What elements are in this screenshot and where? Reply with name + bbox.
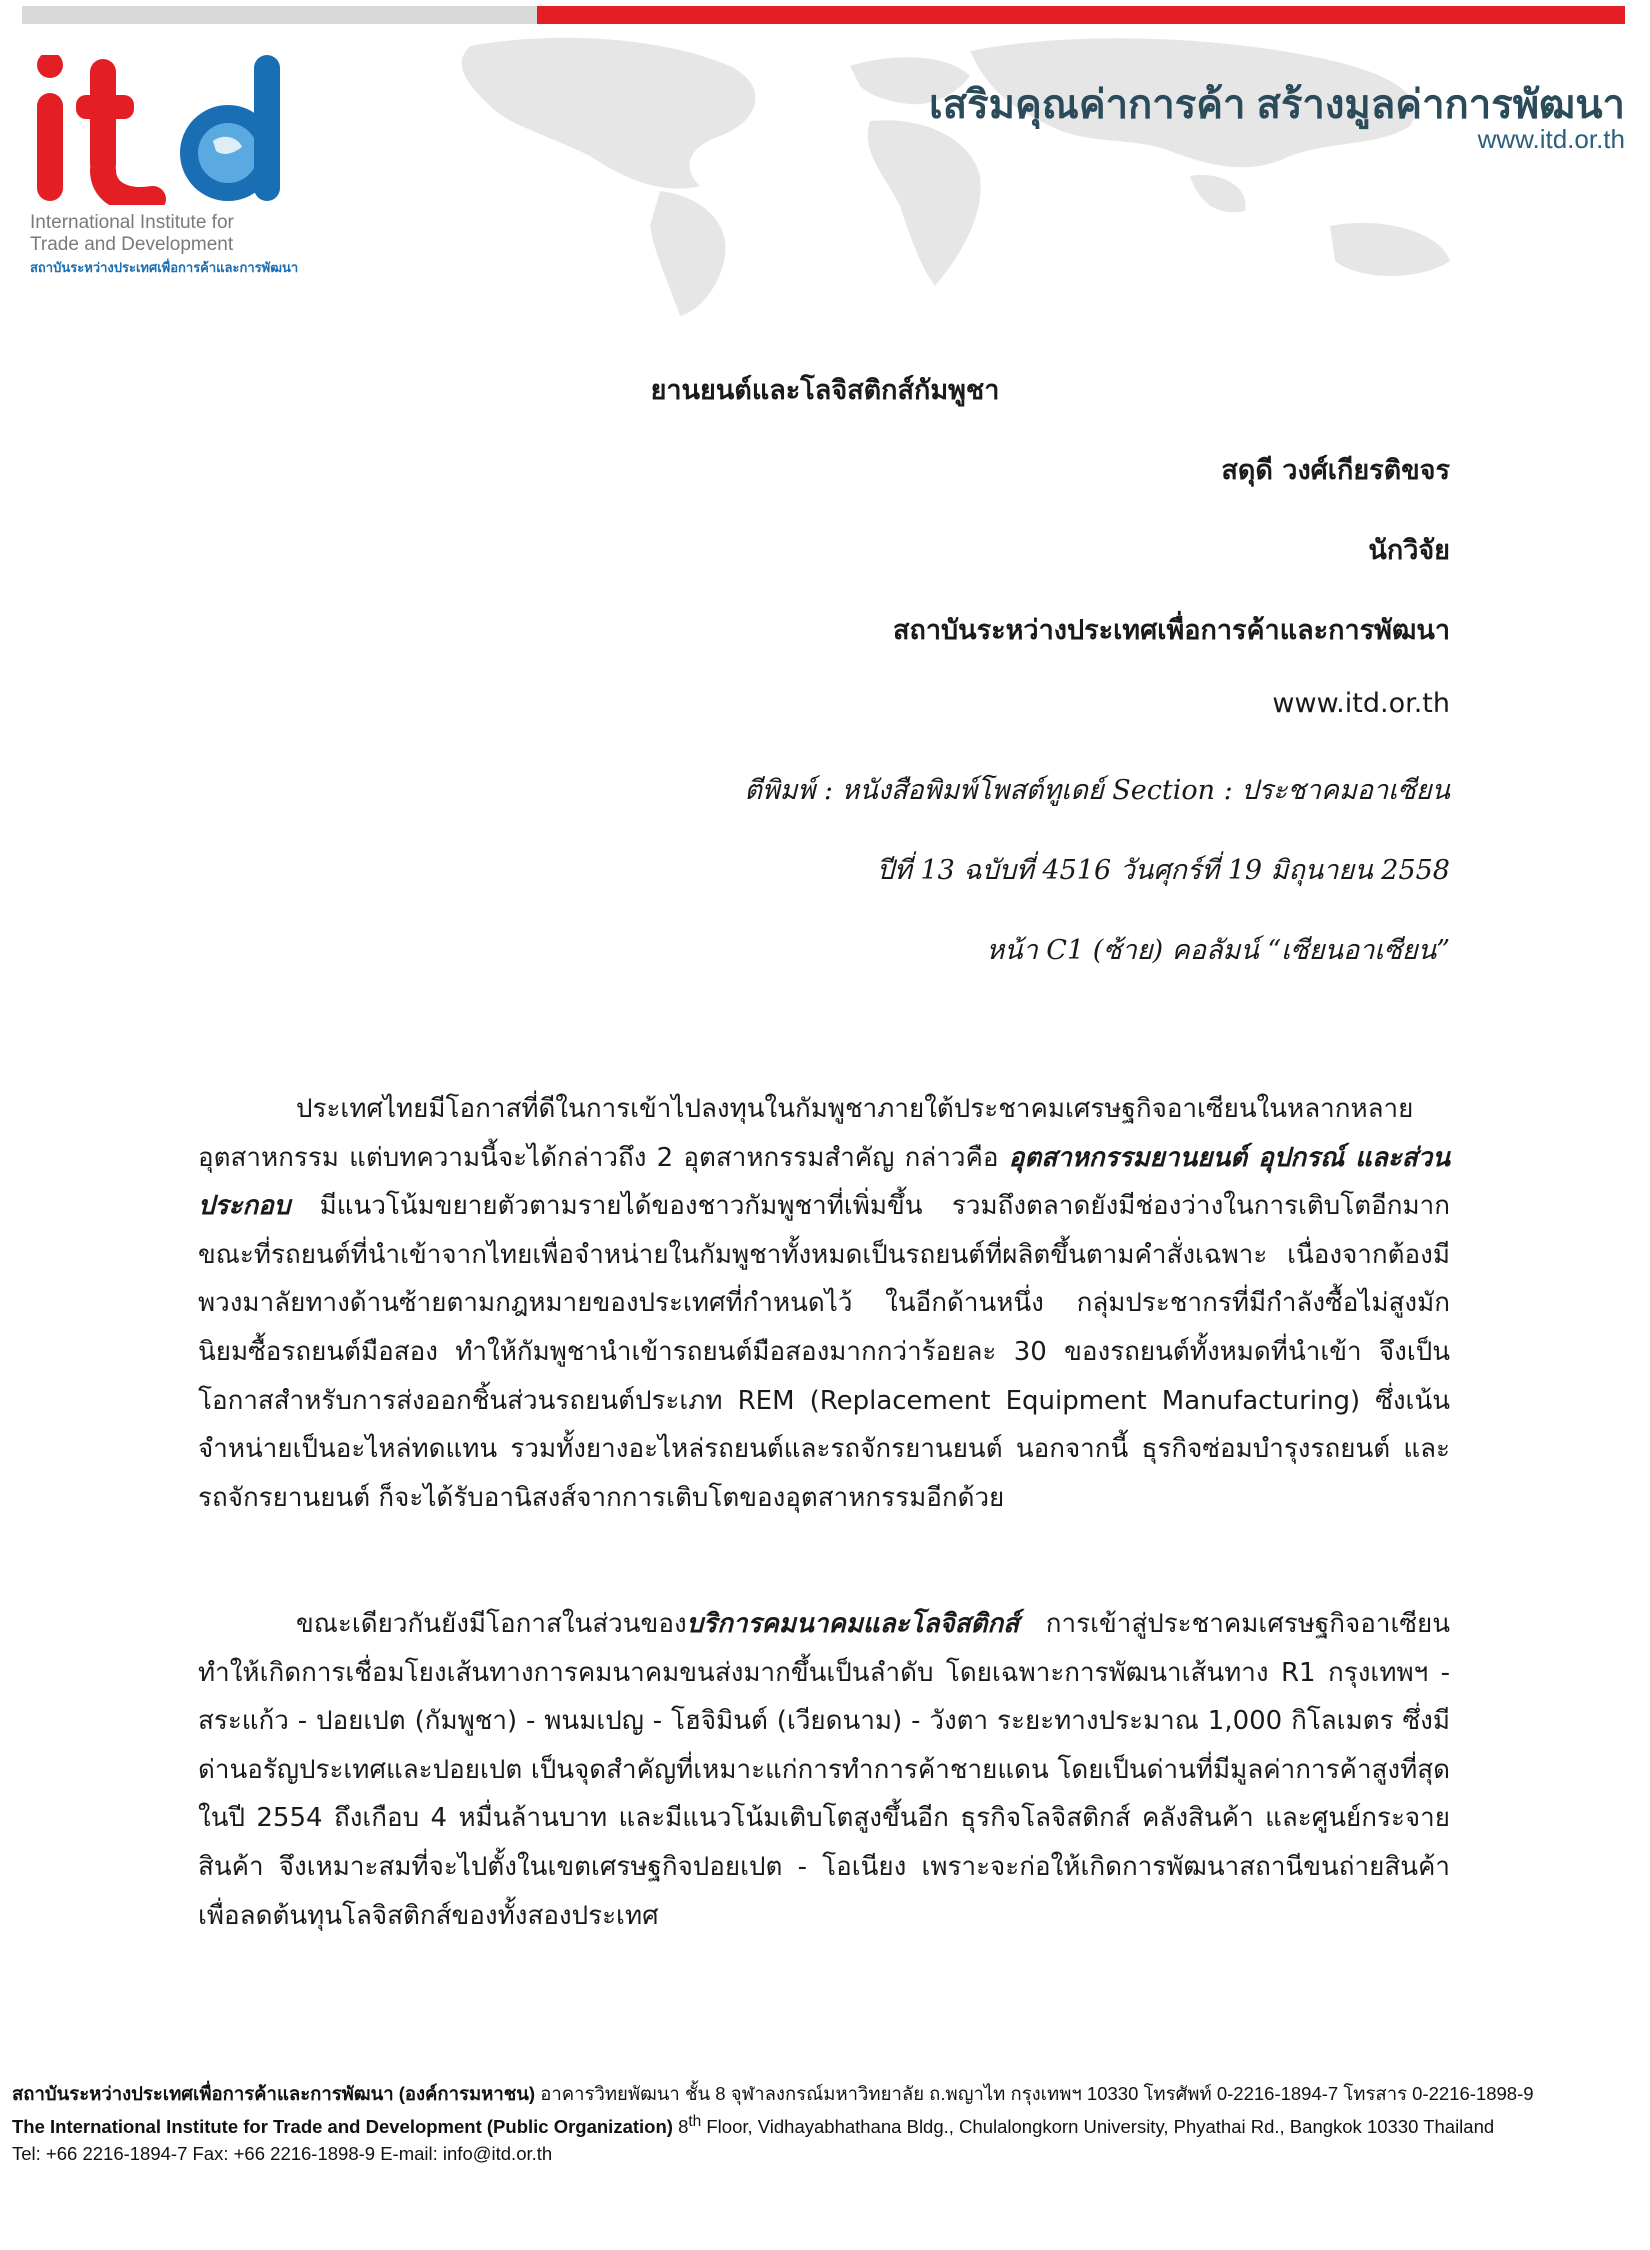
header-slogan: เสริมคุณค่าการค้า สร้างมูลค่าการพัฒนา xyxy=(929,83,1625,127)
itd-logo-mark-icon xyxy=(28,55,298,205)
top-rule-grey xyxy=(22,6,537,24)
itd-logo xyxy=(28,55,298,275)
body-paragraph-1: ประเทศไทยมีโอกาสที่ดีในการเข้าไปลงทุนในกัมพูชาภายใต้ประชาคมเศรษฐกิจอาเซียนในหลากหลายอุตสาหกรรม แต่บทความนี้จะได้กล่าวถึง 2 อุตสาหกรรมสำคัญ กล่าวคือ อุตสาหกรรมยานยนต์ อุปกรณ์ และส่วนประกอบ มีแนวโน้มขยายตัวตามรายได้ของชาวกัมพูชาที่เพิ่มขึ้น รวมถึงตลาดยังมีช่องว่างในการเติบโตอีกมาก ขณะที่รถยนต์ที่นำเข้าจากไทยเพื่อจำหน่ายในกัมพูชาทั้งหมดเป็นรถยนต์ที่ผลิตขึ้นตามคำสั่งเฉพาะ เนื่องจากต้องมีพวงมาลัยทางด้านซ้ายตามกฎหมายของประเทศที่กำหนดไว้ ในอีกด้านหนึ่ง กลุ่มประชากรที่มีกำลังซื้อไม่สูงมักนิยมซื้อรถยนต์มือสอง ทำให้กัมพูชานำเข้ารถยนต์มือสองมากกว่าร้อยละ 30 ของรถยนต์ทั้งหมดที่นำเข้า จึงเป็นโอกาสสำหรับการส่งออกชิ้นส่วนรถยนต์ประเภท REM (Replacement Equipment Manufacturing) ซึ่งเน้นจำหน่ายเป็นอะไหล่ทดแทน รวมทั้งยางอะไหล่รถยนต์และรถจักรยานยนต์ นอกจากนี้ ธุรกิจซ่อมบำรุงรถยนต์ และรถจักรยานยนต์ ก็จะได้รับอานิสงส์จากการเติบโตของอุตสาหกรรมอีกด้วย xyxy=(198,1094,1451,1513)
logo-thai-name: สถาบันระหว่างประเทศเพื่อการค้าและการพัฒนา xyxy=(30,260,299,275)
article-title: ยานยนต์และโลจิสติกส์กัมพูชา xyxy=(650,375,1000,406)
logo-english-line1: International Institute for xyxy=(30,212,234,233)
emphasis-automotive: อุตสาหกรรมยานยนต์ อุปกรณ์ และส่วนประกอบ xyxy=(198,1142,1451,1222)
issue-info: ปีที่ 13 ฉบับที่ 4516 วันศุกร์ที่ 19 มิถุนายน 2558 xyxy=(876,855,1450,886)
logo-english-name xyxy=(30,212,234,256)
world-map-icon xyxy=(430,26,1580,316)
author-position: นักวิจัย xyxy=(1368,535,1450,566)
logo-english-line2: Trade and Development xyxy=(30,234,234,255)
page-reference: หน้า C1 (ซ้าย) คอลัมน์ “เซียนอาเซียน” xyxy=(986,935,1450,966)
author-organization: สถาบันระหว่างประเทศเพื่อการค้าและการพัฒนา xyxy=(893,615,1450,646)
publication-info: ตีพิมพ์ : หนังสือพิมพ์โพสต์ทูเดย์ Section : ประชาคมอาเซียน xyxy=(744,775,1450,806)
author-name: สดุดี วงศ์เกียรติขจร xyxy=(1221,455,1450,486)
body-paragraph-2: ขณะเดียวกันยังมีโอกาสในส่วนของบริการคมนาคมและโลจิสติกส์ การเข้าสู่ประชาคมเศรษฐกิจอาเซียน ทำให้เกิดการเชื่อมโยงเส้นทางการคมนาคมขนส่งมากขึ้นเป็นลำดับ โดยเฉพาะการพัฒนาเส้นทาง R1 กรุงเทพฯ - สระแก้ว - ปอยเปต (กัมพูชา) - พนมเปญ - โฮจิมินต์ (เวียดนาม) - วังตา ระยะทางประมาณ 1,000 กิโลเมตร ซึ่งมีด่านอรัญประเทศและปอยเปต เป็นจุดสำคัญที่เหมาะแก่การทำการค้าชายแดน โดยเป็นด่านที่มีมูลค่าการค้าสูงที่สุดในปี 2554 ถึงเกือบ 4 หมื่นล้านบาท และมีแนวโน้มเติบโตสูงขึ้นอีก ธุรกิจโลจิสติกส์ คลังสินค้า และศูนย์กระจายสินค้า จึงเหมาะสมที่จะไปตั้งในเขตเศรษฐกิจปอยเปต - โอเนียง เพราะจะก่อให้เกิดการพัฒนาสถานีขนถ่ายสินค้าเพื่อลดต้นทุนโลจิสติกส์ของทั้งสองประเทศ xyxy=(198,1609,1450,1931)
header-url: www.itd.or.th xyxy=(1477,124,1625,154)
footer-address xyxy=(12,2080,1642,2168)
organization-website: www.itd.or.th xyxy=(1272,688,1450,719)
emphasis-logistics: บริการคมนาคมและโลจิสติกส์ xyxy=(686,1609,1020,1639)
footer-contact-line: Tel: +66 2216-1894-7 Fax: +66 2216-1898-9 E-mail: info@itd.or.th xyxy=(12,2143,553,2165)
footer-thai-line: สถาบันระหว่างประเทศเพื่อการค้าและการพัฒนา (องค์การมหาชน) อาคารวิทยพัฒนา ชั้น 8 จุฬาลงกรณ์มหาวิทยาลัย ถ.พญาไท กรุงเทพฯ 10330 โทรศัพท์ 0-2216-1894-7 โทรสาร 0-2216-1898-9 xyxy=(12,2083,1534,2104)
footer-english-line: The International Institute for Trade and Development (Public Organization) 8th Floor, Vidhayabhathana Bldg., Chulalongkorn University, Phyathai Rd., Bangkok 10330 Thailand xyxy=(12,2112,1495,2137)
top-rule-red xyxy=(537,6,1625,24)
